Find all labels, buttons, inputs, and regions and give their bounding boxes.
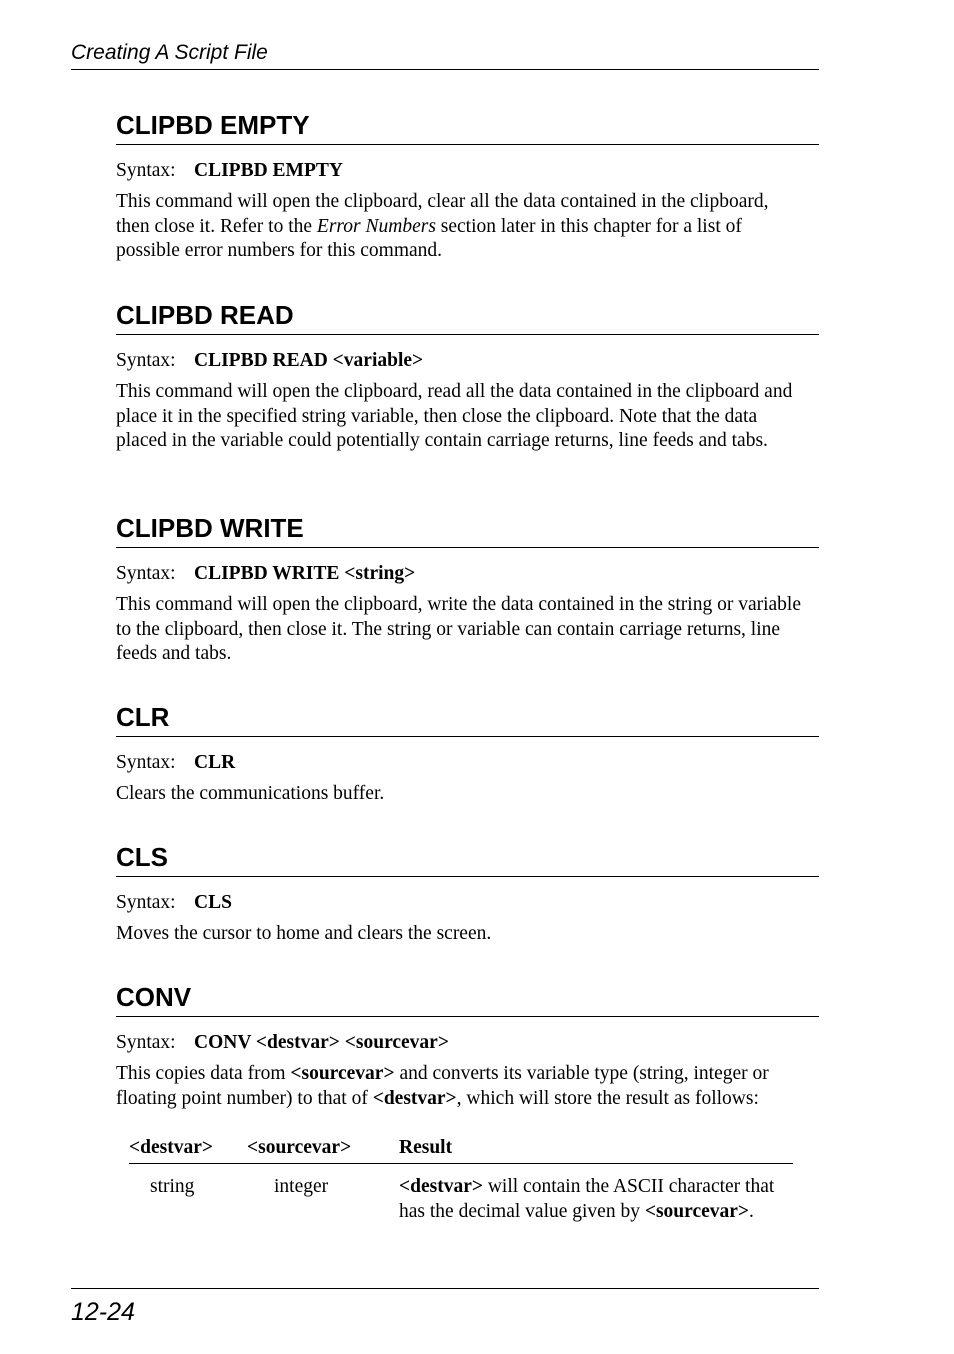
table-cell-result: [399, 1175, 799, 1224]
syntax-label: Syntax:: [116, 350, 176, 371]
desc-bold: <sourcevar>: [290, 1063, 395, 1084]
desc-text: , which will store the result as follows:: [456, 1087, 759, 1109]
syntax-line: [116, 751, 819, 775]
result-text: will contain the ASCII character that has the decimal value given by: [399, 1176, 775, 1222]
result-bold: <sourcevar>: [644, 1200, 750, 1222]
section-title: CLIPBD WRITE: [116, 513, 819, 548]
section-description: [116, 1062, 806, 1111]
syntax-line: [116, 159, 819, 183]
syntax-command: CLIPBD EMPTY: [194, 160, 343, 181]
syntax-line: [116, 891, 819, 915]
desc-text: section later in this chapter for a list of possible error numbers for this command.: [116, 215, 742, 261]
footer-rule: [71, 1288, 819, 1289]
section-clipbd-write: [116, 513, 819, 667]
section-title: CLIPBD EMPTY: [116, 110, 819, 145]
section-clr: [116, 702, 819, 807]
table-cell-destvar: string: [150, 1176, 195, 1197]
syntax-label: Syntax:: [116, 563, 176, 584]
syntax-line: [116, 1031, 819, 1055]
table-header-result: Result: [399, 1137, 453, 1158]
syntax-command: CONV <destvar> <sourcevar>: [194, 1032, 449, 1053]
table-header-destvar: <destvar>: [129, 1137, 213, 1158]
syntax-line: [116, 349, 819, 373]
section-clipbd-read: [116, 300, 819, 454]
section-title: CLIPBD READ: [116, 300, 819, 335]
table-header-row: [129, 1135, 793, 1164]
section-conv: [116, 982, 819, 1111]
syntax-command: CLS: [194, 892, 232, 913]
page-number: 12-24: [71, 1298, 135, 1326]
desc-text: This command will open the clipboard, clear all the data contained in the clipboard, then close it. Refer to the: [116, 191, 769, 237]
syntax-command: CLIPBD WRITE <string>: [194, 563, 416, 584]
desc-emphasis: Error Numbers: [316, 215, 436, 237]
syntax-command: CLR: [194, 752, 236, 773]
section-description: This command will open the clipboard, read all the data contained in the clipboard and place it in the specified string variable, then close the clipboard. Note that the data placed in the variable could potentially contain carriage returns, line feeds and tabs.: [116, 381, 793, 451]
section-description: Clears the communications buffer.: [116, 783, 385, 804]
syntax-label: Syntax:: [116, 752, 176, 773]
conv-table: [129, 1135, 793, 1228]
desc-text: This copies data from: [116, 1063, 291, 1084]
desc-bold: <destvar>: [372, 1087, 457, 1109]
section-title: CLS: [116, 842, 819, 877]
section-description: [116, 190, 806, 264]
table-row: [129, 1164, 793, 1228]
syntax-label: Syntax:: [116, 1032, 176, 1053]
table-header-sourcevar: <sourcevar>: [247, 1137, 352, 1158]
section-title: CONV: [116, 982, 819, 1017]
section-title: CLR: [116, 702, 819, 737]
syntax-label: Syntax:: [116, 160, 176, 181]
result-bold: <destvar>: [399, 1176, 483, 1197]
section-description: Moves the cursor to home and clears the screen.: [116, 923, 492, 944]
result-text: .: [749, 1200, 754, 1222]
section-clipbd-empty: [116, 110, 819, 264]
section-cls: [116, 842, 819, 947]
table-cell-sourcevar: integer: [274, 1176, 329, 1197]
running-header: Creating A Script File: [71, 39, 819, 70]
section-description: This command will open the clipboard, write the data contained in the string or variable to the clipboard, then close it. The string or variable can contain carriage returns, line feeds and tabs.: [116, 594, 802, 664]
syntax-command: CLIPBD READ <variable>: [194, 350, 424, 371]
syntax-label: Syntax:: [116, 892, 176, 913]
desc-text: and converts its variable type (string, integer or floating point number) to that of: [116, 1063, 769, 1109]
syntax-line: [116, 562, 819, 586]
